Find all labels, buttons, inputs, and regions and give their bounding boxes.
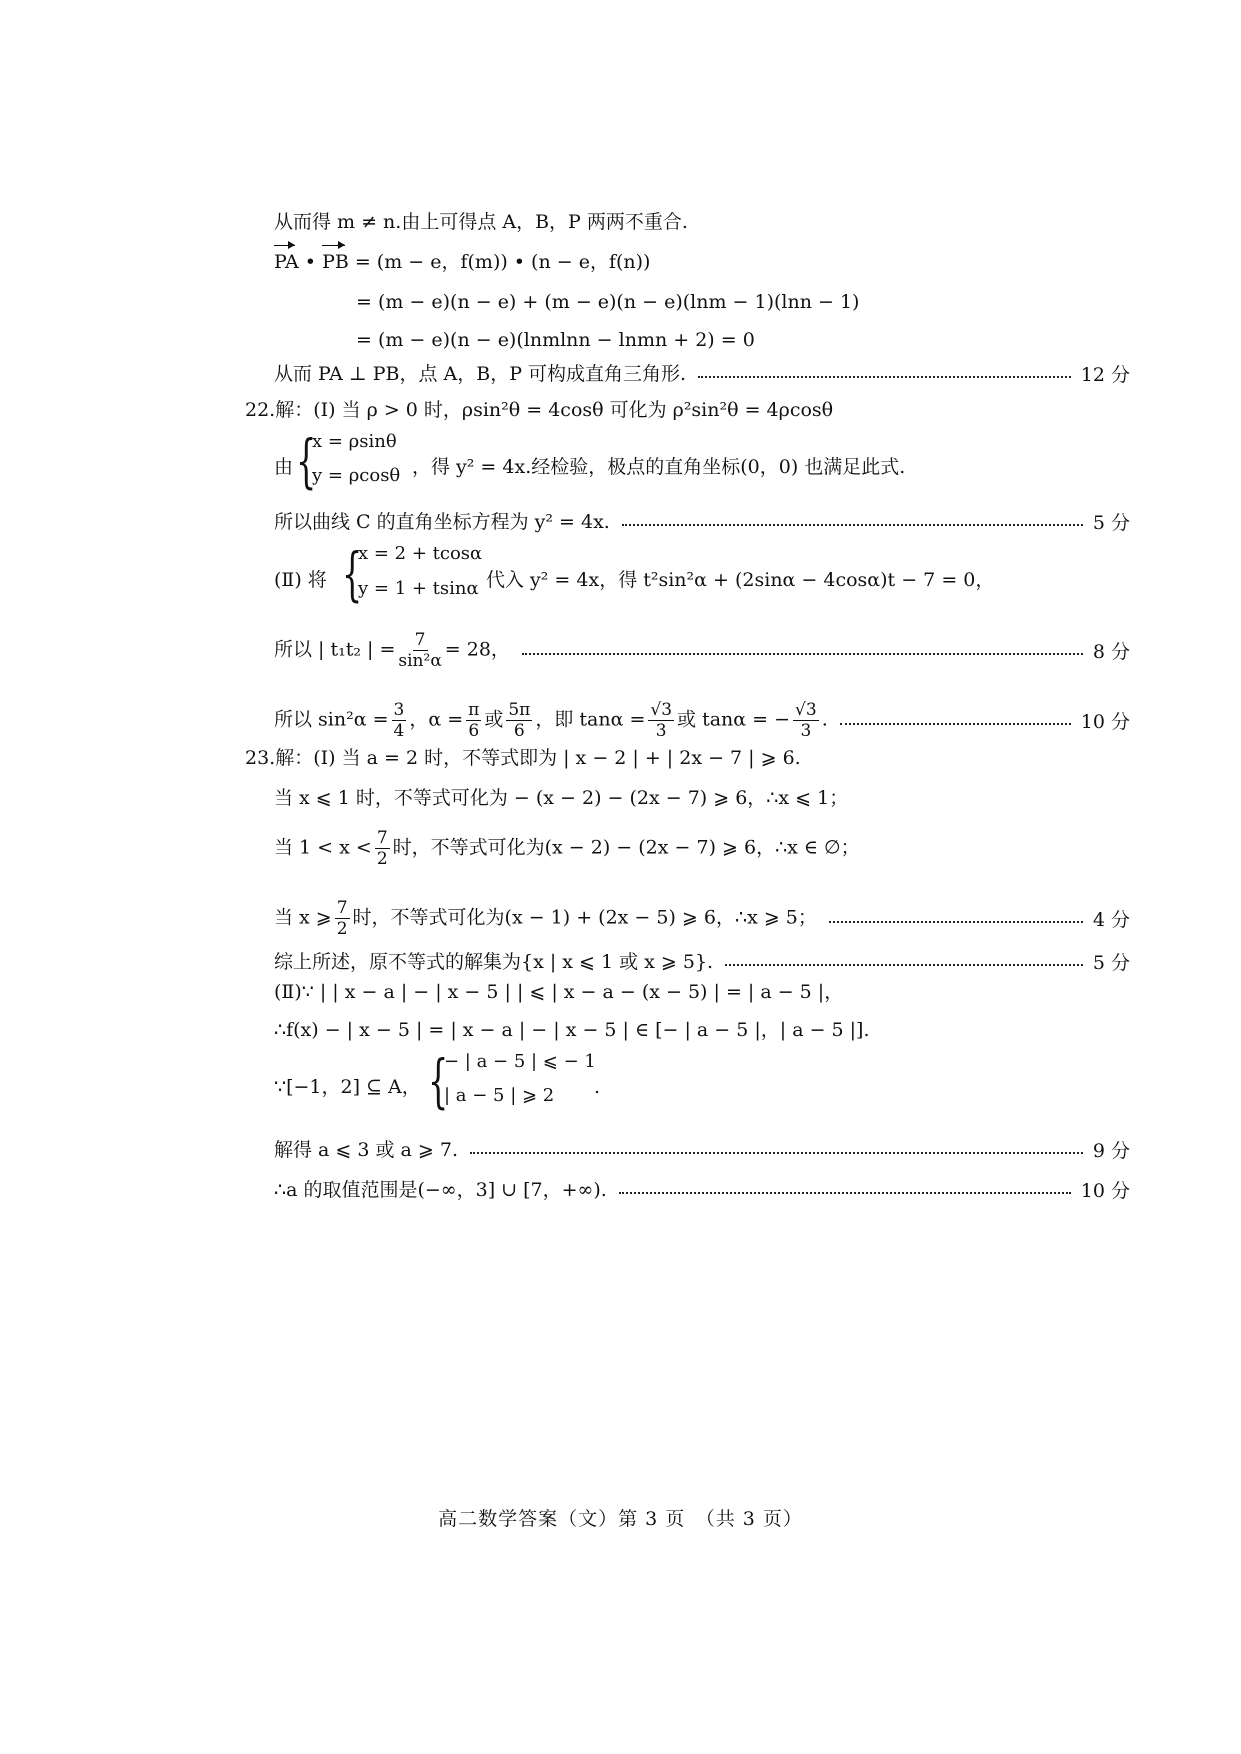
text-line: (Ⅱ)∵ | | x − a | − | x − 5 | | ⩽ | x − a − (x − 5) | = | a − 5 |， xyxy=(274,981,844,1003)
page-footer: 高二数学答案（文）第 3 页 （共 3 页） xyxy=(438,1508,803,1530)
scored-line xyxy=(274,360,1130,387)
fraction xyxy=(506,700,532,741)
text: 或 xyxy=(484,708,504,731)
system-row: x = 2 + tcosα xyxy=(358,543,483,564)
text: ，即 tanα = xyxy=(535,708,646,731)
text: 代入 y² = 4x，得 t²sin²α + (2sinα − 4cosα)t − 7 = 0， xyxy=(486,569,995,591)
text: 或 tanα = − xyxy=(677,708,791,731)
denominator: 3 xyxy=(800,721,812,741)
denominator: 2 xyxy=(376,849,388,869)
text: 由 xyxy=(274,456,294,478)
vector-pa: PA xyxy=(274,251,299,273)
score: 10 分 xyxy=(1080,1180,1130,1202)
score: 10 分 xyxy=(1080,711,1130,733)
numerator: 7 xyxy=(336,898,348,918)
scored-line xyxy=(274,948,1130,975)
score: 12 分 xyxy=(1080,364,1130,386)
equation-line: = (m − e)(n − e)(lnmlnn − lnmn + 2) = 0 xyxy=(356,329,755,351)
text: (Ⅱ) 将 xyxy=(274,569,327,591)
text: ∵[−1，2] ⊆ A， xyxy=(274,1076,421,1098)
leader-dots xyxy=(698,376,1071,378)
question-22-header: 22.解：(Ⅰ) 当 ρ > 0 时，ρsin²θ = 4cosθ 可化为 ρ²sin²θ = 4ρcosθ xyxy=(245,399,834,421)
denominator: 2 xyxy=(336,919,348,939)
brace-symbol: { xyxy=(428,1047,449,1115)
scored-line xyxy=(274,1136,1130,1163)
vector-pb: PB xyxy=(322,251,349,273)
denominator: 6 xyxy=(468,721,480,741)
text: 综上所述，原不等式的解集为{x | x ⩽ 1 或 x ⩾ 5}. xyxy=(274,950,714,973)
fraction xyxy=(648,700,674,741)
text: 所以 | t₁t₂ | = xyxy=(274,638,396,661)
numerator: √3 xyxy=(650,700,673,720)
text: 时，不等式可化为(x − 1) + (2x − 5) ⩾ 6，∴x ⩾ 5； xyxy=(352,906,817,929)
system-row: y = 1 + tsinα xyxy=(358,578,479,599)
text: 当 x ⩾ xyxy=(274,906,332,929)
leader-dots xyxy=(840,723,1071,725)
formula-line xyxy=(274,828,860,869)
text: 当 1 < x < xyxy=(274,836,372,859)
leader-dots xyxy=(622,524,1083,526)
text: 从而 PA ⊥ PB，点 A，B，P 可构成直角三角形. xyxy=(274,362,687,385)
text: . xyxy=(594,1076,601,1098)
score: 5 分 xyxy=(1092,512,1130,534)
system-row: − | a − 5 | ⩽ − 1 xyxy=(444,1051,596,1072)
score: 9 分 xyxy=(1092,1140,1130,1162)
equation-line: = (m − e)(n − e) + (m − e)(n − e)(lnm − 1)(lnn − 1) xyxy=(356,291,860,313)
numerator: 3 xyxy=(393,700,405,720)
score: 4 分 xyxy=(1092,909,1130,931)
text: ，α = xyxy=(409,708,464,731)
scored-line xyxy=(274,1176,1130,1203)
leader-dots xyxy=(829,921,1083,923)
text: ，得 y² = 4x.经检验，极点的直角坐标(0，0) 也满足此式. xyxy=(412,456,906,478)
numerator: 7 xyxy=(414,630,426,650)
numerator: 7 xyxy=(376,828,388,848)
equation-text: = (m − e，f(m)) • (n − e，f(n)) xyxy=(348,251,651,273)
formula xyxy=(274,630,510,671)
text: 时，不等式可化为(x − 2) − (2x − 7) ⩾ 6，∴x ∈ ∅； xyxy=(392,836,860,859)
system-row: x = ρsinθ xyxy=(312,431,397,452)
scored-line xyxy=(274,700,1130,741)
text: = 28， xyxy=(444,638,510,661)
score: 5 分 xyxy=(1092,952,1130,974)
text: 所以曲线 C 的直角坐标方程为 y² = 4x. xyxy=(274,510,610,533)
brace-symbol: { xyxy=(296,427,317,495)
text: . xyxy=(821,708,828,731)
system-row: y = ρcosθ xyxy=(312,465,401,486)
text: 所以 sin²α = xyxy=(274,708,389,731)
fraction xyxy=(375,828,390,869)
numerator: π xyxy=(468,700,480,720)
fraction xyxy=(466,700,481,741)
leader-dots xyxy=(725,964,1083,966)
vector-dot-product-line xyxy=(274,250,650,274)
question-23-header: 23.解：(Ⅰ) 当 a = 2 时，不等式即为 | x − 2 | + | 2x − 7 | ⩾ 6. xyxy=(245,747,801,769)
leader-dots xyxy=(522,653,1083,655)
dot-operator: • xyxy=(298,251,323,273)
numerator: 5π xyxy=(508,700,531,720)
brace-symbol: { xyxy=(342,540,363,608)
numerator: √3 xyxy=(795,700,817,720)
score: 8 分 xyxy=(1092,641,1130,663)
formula xyxy=(274,700,828,741)
denominator: sin²α xyxy=(398,651,442,671)
fraction xyxy=(398,630,441,671)
denominator: 6 xyxy=(513,721,525,741)
fraction xyxy=(392,700,407,741)
leader-dots xyxy=(619,1192,1071,1194)
scored-line xyxy=(274,508,1130,535)
text-line: 当 x ⩽ 1 时，不等式可化为 − (x − 2) − (2x − 7) ⩾ 6，∴x ⩽ 1； xyxy=(274,787,849,809)
denominator: 3 xyxy=(655,721,667,741)
system-row: | a − 5 | ⩾ 2 xyxy=(444,1085,555,1106)
scored-line xyxy=(274,630,1130,671)
formula xyxy=(274,898,817,939)
fraction xyxy=(793,700,819,741)
text: ∴a 的取值范围是(−∞，3] ∪ [7，+∞). xyxy=(274,1178,607,1201)
leader-dots xyxy=(470,1152,1083,1154)
text-line: ∴f(x) − | x − 5 | = | x − a | − | x − 5 | ∈ [− | a − 5 |，| a − 5 |]. xyxy=(274,1019,870,1041)
text: 解得 a ⩽ 3 或 a ⩾ 7. xyxy=(274,1138,458,1161)
denominator: 4 xyxy=(393,721,405,741)
scored-line xyxy=(274,898,1130,939)
fraction xyxy=(335,898,350,939)
text-line: 从而得 m ≠ n.由上可得点 A，B，P 两两不重合. xyxy=(274,211,688,233)
